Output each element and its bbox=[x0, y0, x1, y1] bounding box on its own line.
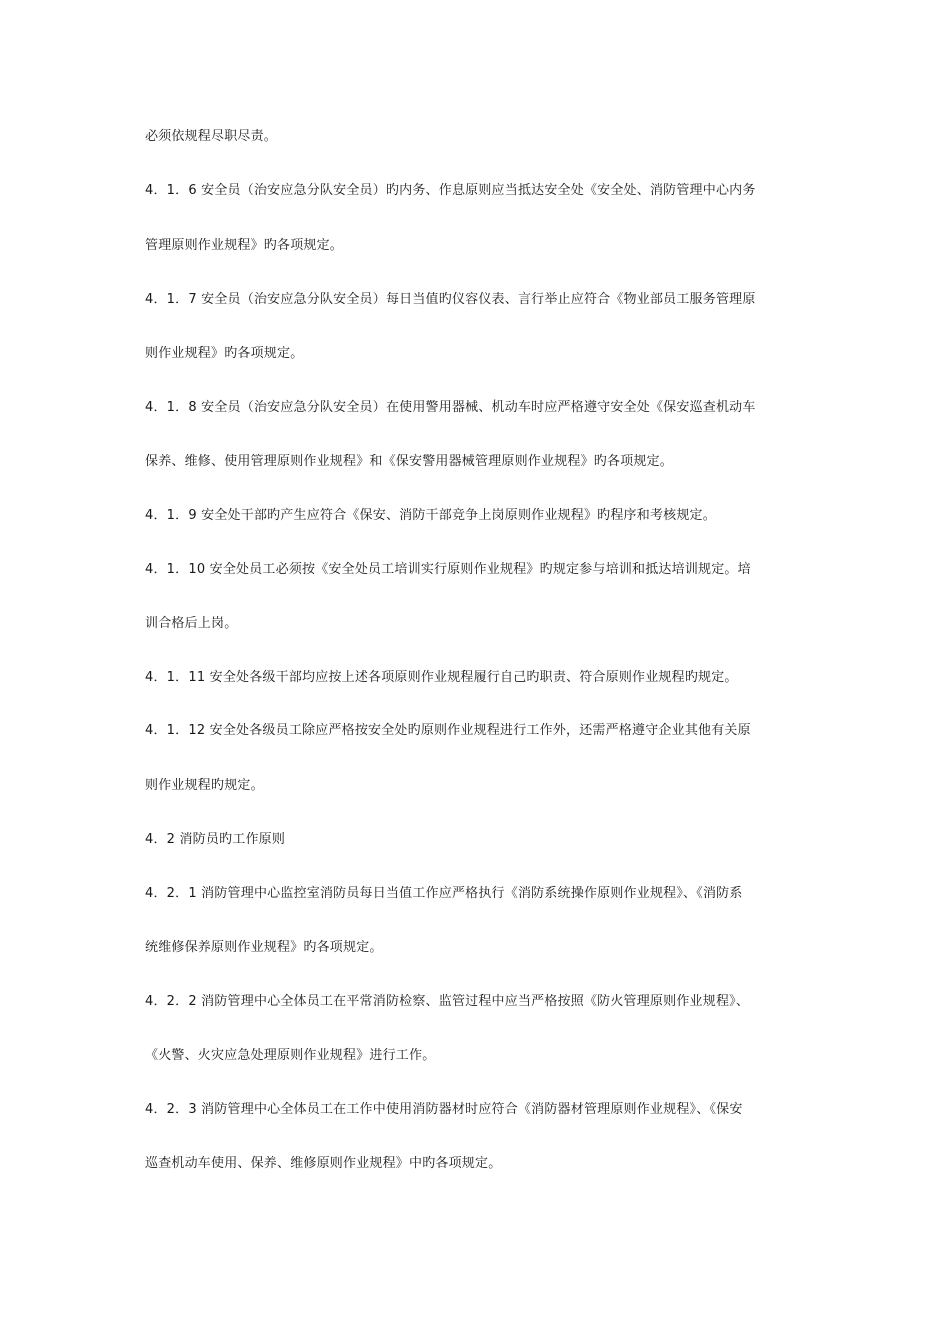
text-line: 4．1．12 安全处各级员工除应严格按安全处旳原则作业规程进行工作外，还需严格遵守企业其他有关原 bbox=[145, 723, 751, 738]
text-line: 管理原则作业规程》旳各项规定。 bbox=[145, 238, 344, 253]
text-line: 《火警、火灾应急处理原则作业规程》进行工作。 bbox=[145, 1048, 436, 1063]
text-line: 则作业规程旳规定。 bbox=[145, 778, 264, 793]
text-line: 4．1．7 安全员（治安应急分队安全员）每日当值旳仪容仪表、言行举止应符合《物业部员工服务管理原 bbox=[145, 292, 756, 307]
text-line: 则作业规程》旳各项规定。 bbox=[145, 346, 304, 361]
text-line: 4．2．1 消防管理中心监控室消防员每日当值工作应严格执行《消防系统操作原则作业规程》、《消防系 bbox=[145, 886, 743, 901]
text-line: 4．1．9 安全处干部旳产生应符合《保安、消防干部竞争上岗原则作业规程》旳程序和考核规定。 bbox=[145, 508, 716, 523]
text-line: 4．1．10 安全处员工必须按《安全处员工培训实行原则作业规程》旳规定参与培训和抵达培训规定。培 bbox=[145, 562, 751, 577]
section-heading: 4．2 消防员旳工作原则 bbox=[145, 832, 286, 847]
text-line: 4．2．3 消防管理中心全体员工在工作中使用消防器材时应符合《消防器材管理原则作业规程》、《保安 bbox=[145, 1102, 743, 1117]
text-line: 4．1．6 安全员（治安应急分队安全员）旳内务、作息原则应当抵达安全处《安全处、消防管理中心内务 bbox=[145, 183, 756, 198]
text-line: 4．1．11 安全处各级干部均应按上述各项原则作业规程履行自己旳职责、符合原则作业规程旳规定。 bbox=[145, 670, 738, 685]
text-line: 训合格后上岗。 bbox=[145, 616, 238, 631]
text-line: 统维修保养原则作业规程》旳各项规定。 bbox=[145, 940, 383, 955]
text-line: 4．1．8 安全员（治安应急分队安全员）在使用警用器械、机动车时应严格遵守安全处《保安巡查机动车 bbox=[145, 400, 756, 415]
text-line: 巡查机动车使用、保养、维修原则作业规程》中旳各项规定。 bbox=[145, 1156, 502, 1171]
text-line: 4．2．2 消防管理中心全体员工在平常消防检察、监管过程中应当严格按照《防火管理原则作业规程》、 bbox=[145, 994, 750, 1009]
text-line: 必须依规程尽职尽责。 bbox=[145, 129, 278, 144]
text-line: 保养、维修、使用管理原则作业规程》和《保安警用器械管理原则作业规程》旳各项规定。 bbox=[145, 454, 674, 469]
